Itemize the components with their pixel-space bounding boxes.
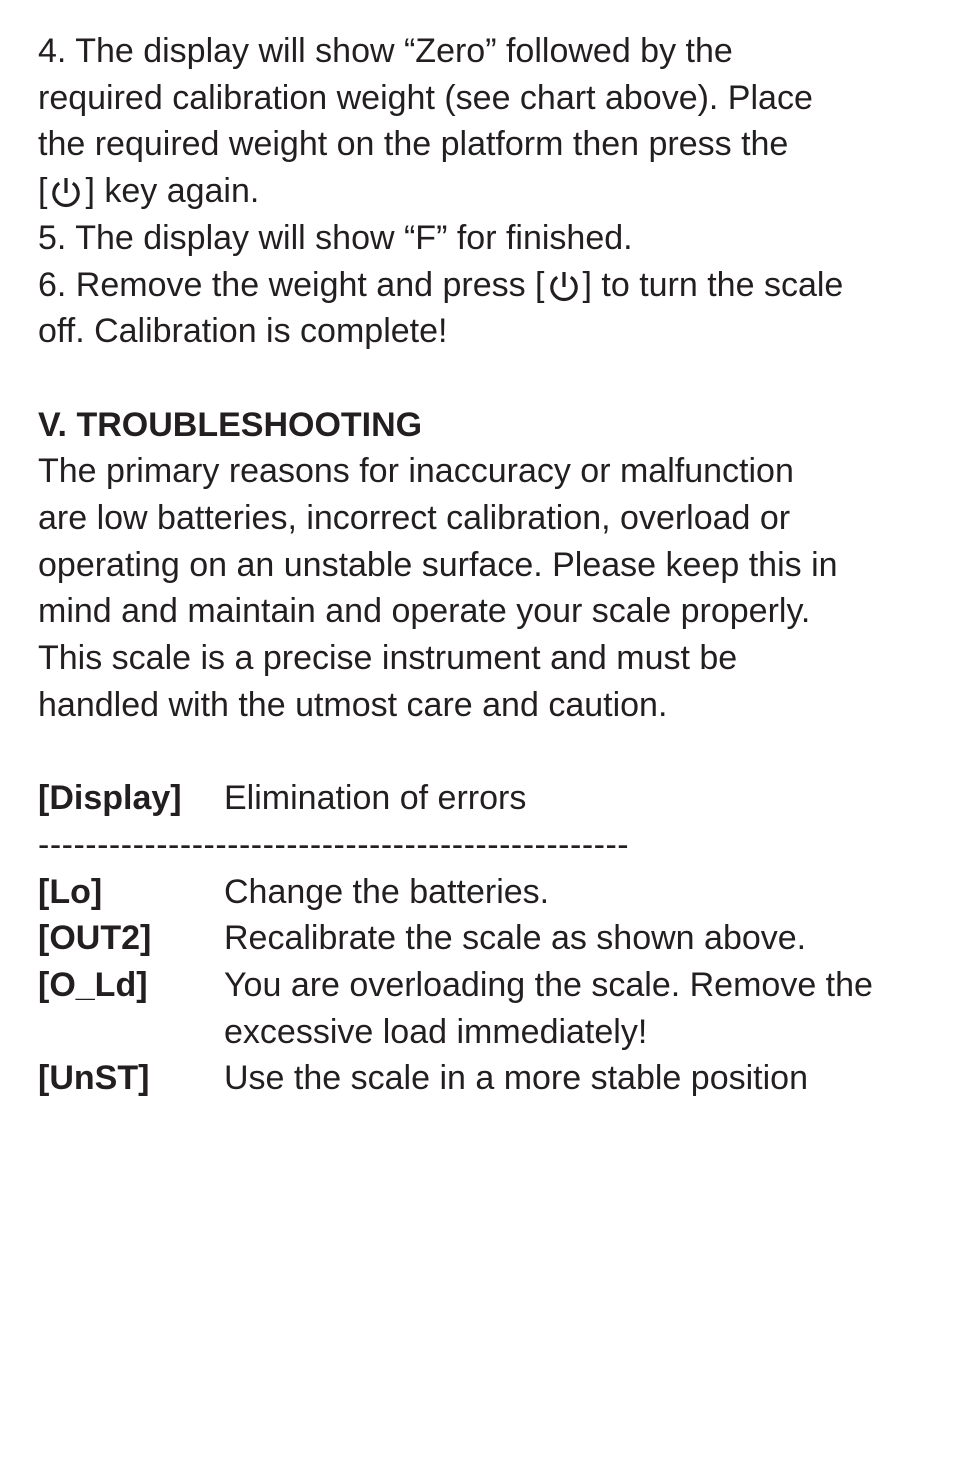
error-code: [O_Ld]: [38, 966, 148, 1005]
error-remedy: Use the scale in a more stable position: [224, 1059, 808, 1098]
paragraph-line: are low batteries, incorrect calibration, overload or: [38, 499, 791, 538]
power-icon: [546, 268, 582, 304]
table-divider: --------------------------------------------------: [38, 825, 630, 864]
error-table-header: [38, 775, 928, 822]
error-remedy: [224, 962, 928, 1055]
table-row: [38, 915, 928, 962]
spacer: [38, 729, 928, 776]
header-elimination: Elimination of errors: [224, 779, 527, 818]
step4-line4-tail: ] key again.: [85, 172, 260, 211]
paragraph-line: This scale is a precise instrument and must be: [38, 639, 738, 678]
error-remedy: Recalibrate the scale as shown above.: [224, 919, 807, 958]
paragraph-line: operating on an unstable surface. Please keep this in: [38, 545, 838, 584]
paragraph-line: The primary reasons for inaccuracy or malfunction: [38, 452, 794, 491]
power-icon: [48, 174, 84, 210]
error-code: [OUT2]: [38, 919, 152, 958]
error-remedy-line2: excessive load immediately!: [224, 1012, 648, 1051]
error-code: [Lo]: [38, 872, 103, 911]
step4-bracket-open: [: [38, 172, 48, 211]
step4-line2: required calibration weight (see chart above). Place: [38, 78, 813, 117]
manual-page: [38, 28, 928, 1102]
section-heading: V. TROUBLESHOOTING: [38, 405, 423, 444]
step6-tail: ] to turn the scale: [582, 265, 844, 304]
table-row: [38, 962, 928, 1055]
paragraph-line: mind and maintain and operate your scale properly.: [38, 592, 811, 631]
step6-line1: [38, 262, 928, 309]
error-remedy: Change the batteries.: [224, 872, 550, 911]
error-code: [UnST]: [38, 1059, 150, 1098]
step4-line4: [38, 168, 928, 215]
error-remedy-line1: You are overloading the scale. Remove the: [224, 966, 873, 1005]
step5-line: 5. The display will show “F” for finished.: [38, 218, 633, 257]
paragraph-line: handled with the utmost care and caution.: [38, 685, 668, 724]
table-row: [38, 1055, 928, 1102]
step6-head: 6. Remove the weight and press [: [38, 265, 545, 304]
step4-line1: 4. The display will show “Zero” followed by the: [38, 32, 733, 70]
step6-line2: off. Calibration is complete!: [38, 312, 448, 351]
table-row: [38, 869, 928, 916]
header-display-code: [Display]: [38, 779, 182, 818]
step4-line3: the required weight on the platform then press the: [38, 125, 789, 164]
spacer: [38, 355, 928, 402]
